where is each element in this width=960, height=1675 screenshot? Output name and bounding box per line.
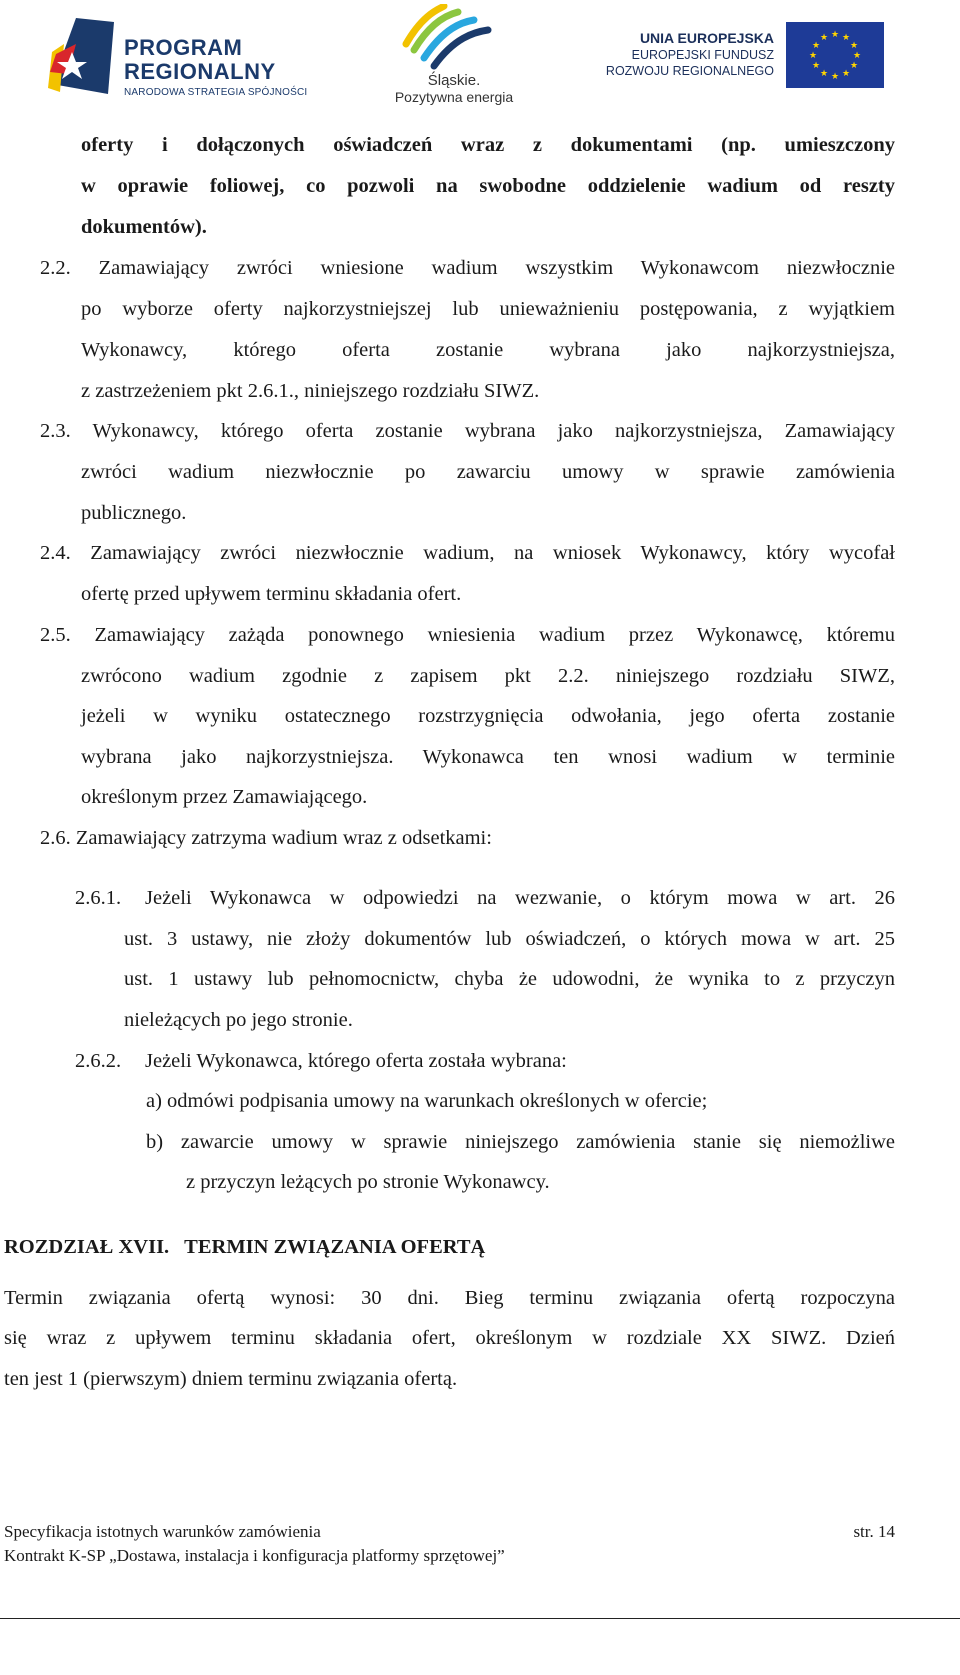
svg-text:★: ★ [811,61,821,71]
svg-text:★: ★ [819,69,829,79]
svg-text:★: ★ [819,33,829,43]
svg-text:★: ★ [811,41,821,51]
p262-line1: Jeżeli Wykonawca, którego oferta została wybrana: [145,1050,567,1072]
para1-line1: oferty i dołączonych oświadczeń wraz z dokumentami (np. umieszczony [81,134,895,156]
logo-right-line1: UNIA EUROPEJSKA [639,30,774,46]
p261-line4: nieleżących po jego stronie. [124,1009,353,1031]
p261-line1: Jeżeli Wykonawca w odpowiedzi na wezwanie, o którym mowa w art. 26 [145,887,895,909]
p25-line2: zwrócono wadium zgodnie z zapisem pkt 2.2. niniejszego rozdziału SIWZ, [81,665,895,687]
p23-line2: zwróci wadium niezwłocznie po zawarciu umowy w sprawie zamówienia [81,461,895,483]
logo-right-line2: EUROPEJSKI FUNDUSZ [631,48,774,62]
para1-line3: dokumentów). [81,216,207,238]
svg-text:★: ★ [852,51,862,61]
logo-left-line1: PROGRAM [124,35,243,60]
p261-line3: ust. 1 ustawy lub pełnomocnictw, chyba że udowodni, że wynika to z przyczyn [124,968,895,990]
p24-line2: ofertę przed upływem terminu składania ofert. [81,583,462,605]
eu-flag-icon [786,22,884,88]
logo-center-line2: Pozytywna energia [394,89,514,105]
footer-contract: Kontrakt K-SP „Dostawa, instalacja i konfiguracja platformy sprzętowej” [4,1546,505,1565]
page-header [0,0,960,118]
p25-line5: określonym przez Zamawiającego. [81,786,368,808]
p25-line4: wybrana jako najkorzystniejsza. Wykonawca ten wnosi wadium w terminie [81,746,895,768]
p262-number: 2.6.2. [75,1050,122,1072]
closing-line3: ten jest 1 (pierwszym) dniem terminu związania ofertą. [4,1368,458,1390]
footer-spec-title: Specyfikacja istotnych warunków zamówienia [4,1522,321,1541]
p262-item-b-line1: b) zawarcie umowy w sprawie niniejszego zamówienia stanie się niemożliwe [146,1131,895,1153]
star-emblem-icon [46,14,116,98]
svg-text:★: ★ [849,41,859,51]
logo-center-line1: Śląskie. [427,72,481,89]
p24-line1: 2.4. Zamawiający zwróci niezwłocznie wadium, na wniosek Wykonawcy, który wycofał [40,542,895,564]
closing-line2: się wraz z upływem terminu składania ofert, określonym w rozdziale XX SIWZ. Dzień [4,1327,895,1349]
p262-item-a: a) odmówi podpisania umowy na warunkach określonych w ofercie; [146,1090,708,1112]
para1-line2: w oprawie foliowej, co pozwoli na swobodne oddzielenie wadium od reszty [81,175,895,197]
unia-europejska-logo [590,20,890,92]
svg-text:★: ★ [849,61,859,71]
chapter-heading: ROZDZIAŁ XVII. TERMIN ZWIĄZANIA OFERTĄ [4,1236,486,1258]
closing-line1: Termin związania ofertą wynosi: 30 dni. Bieg terminu związania ofertą rozpoczyna [4,1287,895,1309]
p22-line2: po wyborze oferty najkorzystniejszej lub unieważnieniu postępowania, z wyjątkiem [81,298,895,320]
p25-line3: jeżeli w wyniku ostatecznego rozstrzygnięcia odwołania, jego oferta zostanie [81,705,895,727]
footer-divider [0,1618,960,1619]
program-regionalny-logo [46,14,326,104]
p23-line3: publicznego. [81,502,187,524]
logo-right-line3: ROZWOJU REGIONALNEGO [605,64,774,78]
slaskie-logo [384,4,524,114]
svg-text:★: ★ [830,72,840,82]
p26-line1: 2.6. Zamawiający zatrzyma wadium wraz z odsetkami: [40,827,492,849]
p22-line3: Wykonawcy, którego oferta zostanie wybrana jako najkorzystniejsza, [81,339,895,361]
p261-number: 2.6.1. [75,887,122,909]
svg-text:★: ★ [841,69,851,79]
p22-line4: z zastrzeżeniem pkt 2.6.1., niniejszego rozdziału SIWZ. [81,380,540,402]
waves-emblem-icon [384,4,524,74]
svg-text:★: ★ [830,30,840,40]
p262-item-b-line2: z przyczyn leżących po stronie Wykonawcy. [186,1171,550,1193]
p261-line2: ust. 3 ustawy, nie złoży dokumentów lub oświadczeń, o których mowa w art. 25 [124,928,895,950]
p23-line1: 2.3. Wykonawcy, którego oferta zostanie wybrana jako najkorzystniejsza, Zamawiający [40,420,895,442]
logo-left-line2: REGIONALNY [124,59,276,84]
p22-line1: 2.2. Zamawiający zwróci wniesione wadium wszystkim Wykonawcom niezwłocznie [40,257,895,279]
svg-text:★: ★ [841,33,851,43]
logo-left-line3: NARODOWA STRATEGIA SPÓJNOŚCI [124,87,308,98]
p25-line1: 2.5. Zamawiający zażąda ponownego wniesienia wadium przez Wykonawcę, któremu [40,624,895,646]
svg-text:★: ★ [808,51,818,61]
footer-page-number: str. 14 [853,1522,895,1541]
